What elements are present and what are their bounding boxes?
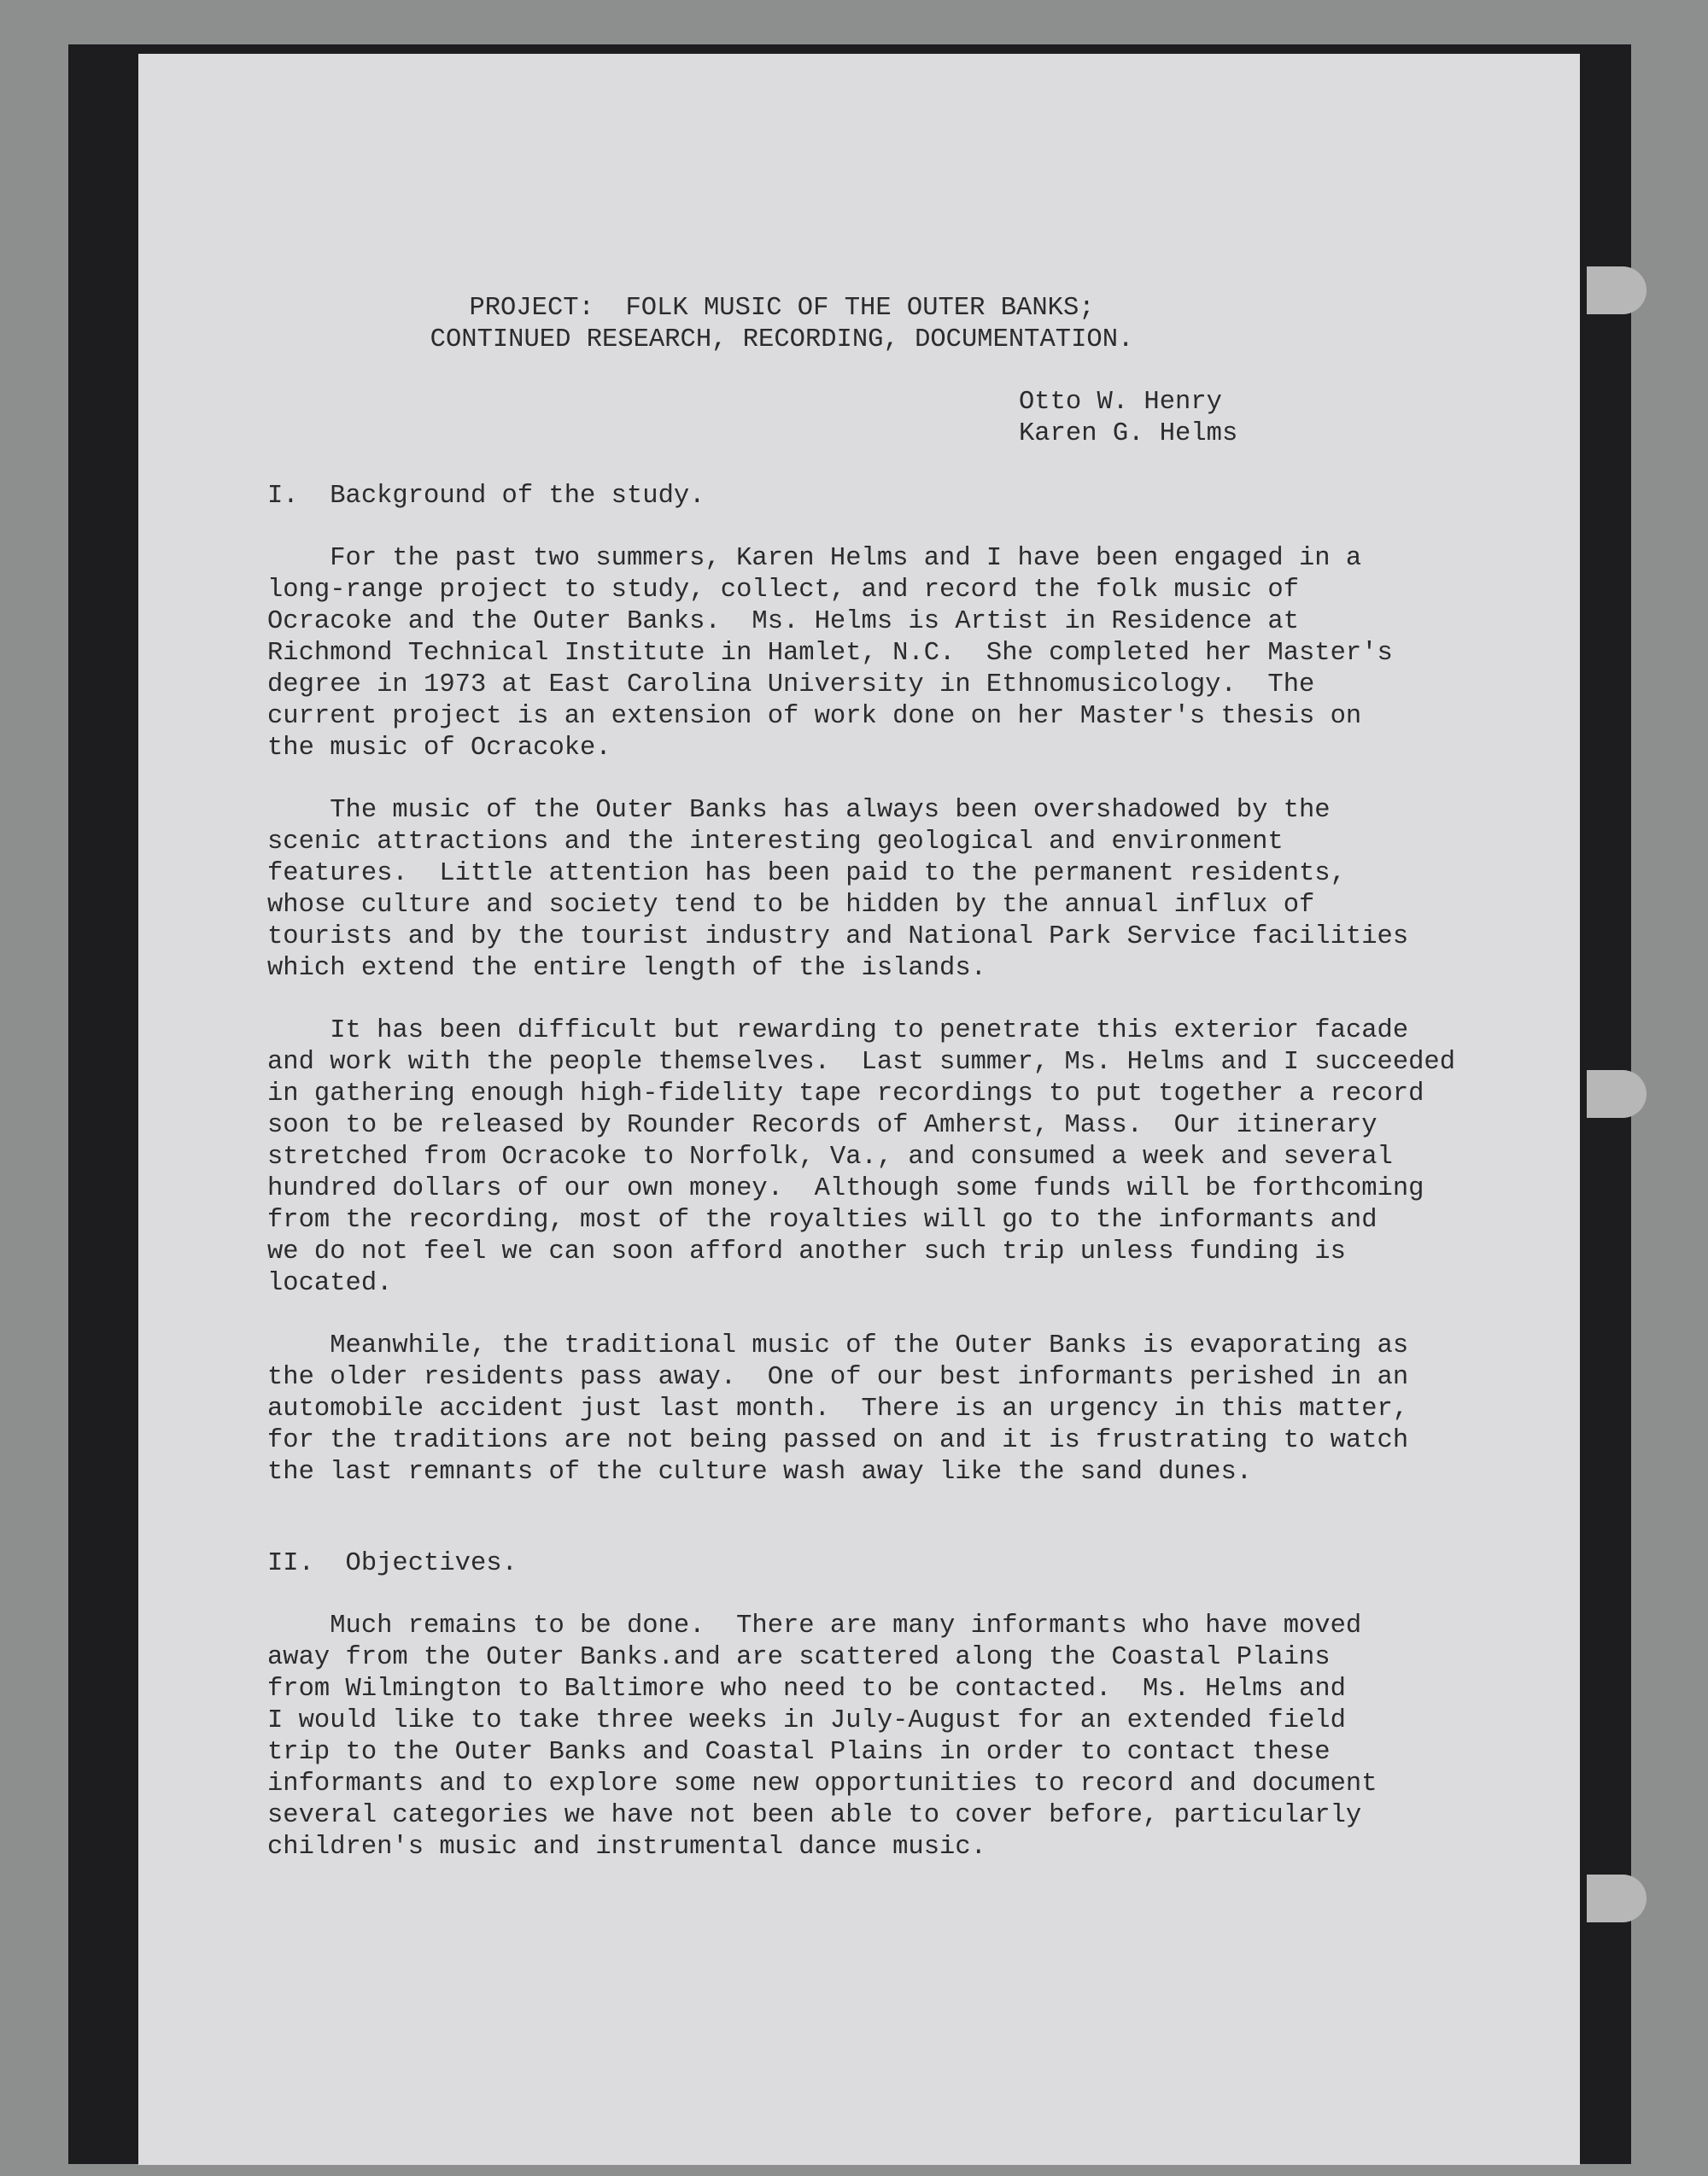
text-line: long-range project to study, collect, and record the folk music of (267, 576, 1299, 605)
text-line: we do not feel we can soon afford another such trip unless funding is (267, 1237, 1346, 1266)
text-line: and work with the people themselves. Last summer, Ms. Helms and I succeeded (267, 1048, 1456, 1077)
paragraph (267, 795, 1574, 985)
text-line: trip to the Outer Banks and Coastal Plains in order to contact these (267, 1738, 1331, 1767)
text-line: Richmond Technical Institute in Hamlet, N.C. She completed her Master's (267, 639, 1393, 668)
document-title (267, 293, 1296, 356)
text-line: For the past two summers, Karen Helms and I have been engaged in a (267, 544, 1362, 573)
text-line: the last remnants of the culture wash away like the sand dunes. (267, 1458, 1253, 1487)
paragraph (267, 1611, 1574, 1863)
text-line: scenic attractions and the interesting geological and environment (267, 828, 1284, 857)
text-line: located. (267, 1269, 393, 1298)
text-line: features. Little attention has been paid to the permanent residents, (267, 859, 1346, 888)
text-line: current project is an extension of work done on her Master's thesis on (267, 702, 1362, 731)
text-line: from the recording, most of the royalties will go to the informants and (267, 1206, 1378, 1235)
text-line: It has been difficult but rewarding to penetrate this exterior facade (267, 1016, 1409, 1045)
text-line: stretched from Ocracoke to Norfolk, Va., and consumed a week and several (267, 1143, 1393, 1172)
text-line: several categories we have not been able to cover before, particularly (267, 1801, 1362, 1830)
text-line: degree in 1973 at East Carolina University in Ethnomusicology. The (267, 670, 1315, 699)
text-line: hundred dollars of our own money. Although some funds will be forthcoming (267, 1174, 1424, 1203)
section-heading-objectives: II. Objectives. (267, 1549, 518, 1578)
author-name: Karen G. Helms (1019, 419, 1238, 448)
text-line: the music of Ocracoke. (267, 734, 611, 763)
paragraph (267, 1015, 1574, 1300)
paragraph (267, 1331, 1574, 1489)
text-line: which extend the entire length of the islands. (267, 954, 986, 983)
binder-tab (1587, 266, 1647, 314)
text-line: for the traditions are not being passed on and it is frustrating to watch (267, 1426, 1409, 1455)
binder-tab (1587, 1070, 1647, 1118)
text-line: The music of the Outer Banks has always been overshadowed by the (267, 796, 1331, 825)
text-line: automobile accident just last month. There is an urgency in this matter, (267, 1395, 1409, 1424)
binder-tab (1587, 1875, 1647, 1922)
document-page (138, 54, 1580, 2165)
paragraph (267, 543, 1574, 764)
text-line: away from the Outer Banks.and are scattered along the Coastal Plains (267, 1643, 1331, 1672)
page-text (267, 293, 1574, 1863)
text-line: informants and to explore some new opportunities to record and document (267, 1769, 1378, 1799)
text-line: from Wilmington to Baltimore who need to be contacted. Ms. Helms and (267, 1675, 1346, 1704)
author-block (267, 387, 1574, 450)
title-line: PROJECT: FOLK MUSIC OF THE OUTER BANKS; (469, 294, 1095, 323)
text-line: tourists and by the tourist industry and National Park Service facilities (267, 922, 1409, 951)
author-name: Otto W. Henry (1019, 388, 1222, 417)
title-line: CONTINUED RESEARCH, RECORDING, DOCUMENTATION. (430, 325, 1134, 354)
text-line: whose culture and society tend to be hidden by the annual influx of (267, 891, 1315, 920)
text-line: in gathering enough high-fidelity tape recordings to put together a record (267, 1079, 1424, 1108)
section-heading-background: I. Background of the study. (267, 482, 705, 511)
text-line: Meanwhile, the traditional music of the Outer Banks is evaporating as (267, 1331, 1409, 1360)
text-line: Ocracoke and the Outer Banks. Ms. Helms is Artist in Residence at (267, 607, 1299, 636)
text-line: the older residents pass away. One of our best informants perished in an (267, 1363, 1409, 1392)
text-line: Much remains to be done. There are many informants who have moved (267, 1612, 1362, 1641)
text-line: soon to be released by Rounder Records of Amherst, Mass. Our itinerary (267, 1111, 1378, 1140)
text-line: children's music and instrumental dance music. (267, 1833, 986, 1862)
text-line: I would like to take three weeks in July-August for an extended field (267, 1706, 1346, 1735)
